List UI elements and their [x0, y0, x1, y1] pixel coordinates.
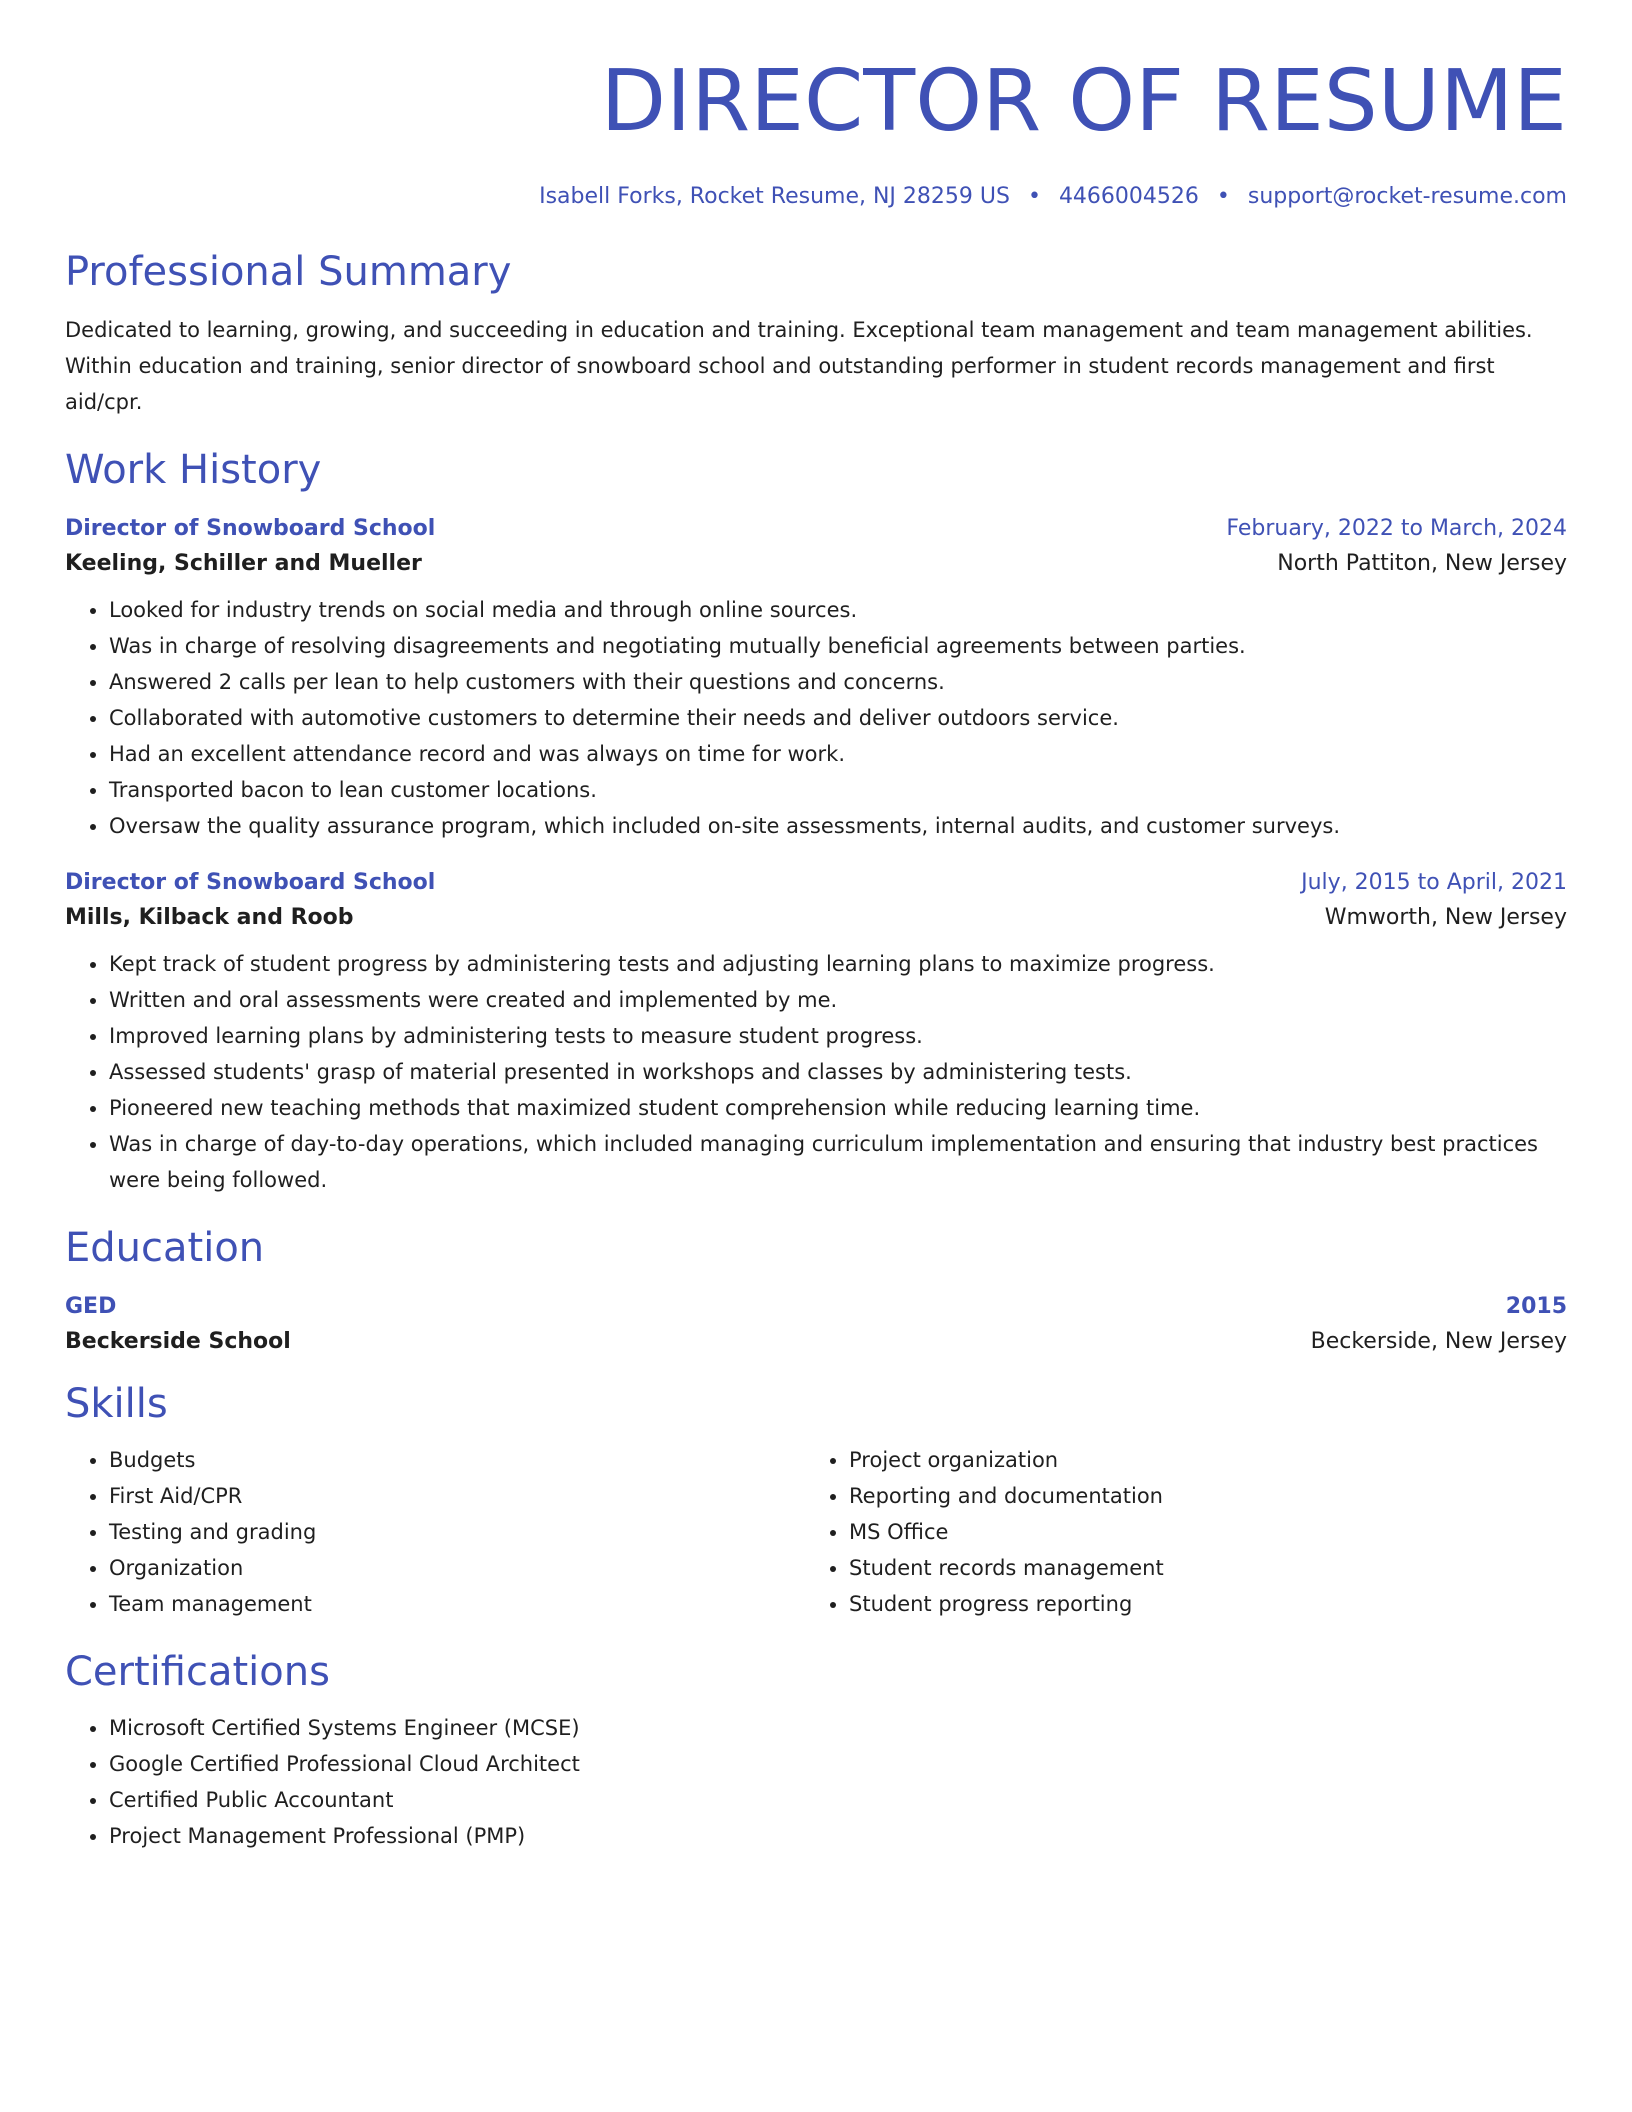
job-location: Wmworth, New Jersey — [1324, 905, 1567, 930]
job-header-row — [65, 516, 1567, 541]
job-bullet: • Collaborated with automotive customers to determine their needs and deliver outdoors service. — [109, 700, 1567, 736]
skill-item: • Student progress reporting — [849, 1586, 1545, 1622]
certification-item: • Microsoft Certified Systems Engineer (MCSE) — [109, 1710, 1567, 1746]
skills-list — [65, 1442, 805, 1622]
skills-heading: Skills — [65, 1381, 168, 1427]
certification-item: • Google Certified Professional Cloud Architect — [109, 1746, 1567, 1782]
skill-item: • First Aid/CPR — [109, 1478, 805, 1514]
job-bullet: • Pioneered new teaching methods that maximized student comprehension while reducing learning time. — [109, 1090, 1567, 1126]
skill-item: • Student records management — [849, 1550, 1545, 1586]
work-history-heading: Work History — [65, 447, 322, 493]
job-bullet: • Looked for industry trends on social media and through online sources. — [109, 592, 1567, 628]
job-bullets — [65, 946, 1567, 1198]
job-bullet: • Had an excellent attendance record and was always on time for work. — [109, 736, 1567, 772]
education-entry — [65, 1294, 1567, 1354]
education-year: 2015 — [1505, 1294, 1567, 1319]
skill-item: • Testing and grading — [109, 1514, 805, 1550]
contact-separator: • — [1027, 184, 1041, 209]
contact-separator: • — [1216, 184, 1230, 209]
education-school-row — [65, 1329, 1567, 1354]
certifications-list — [65, 1710, 1567, 1854]
contact-email: support@rocket-resume.com — [1247, 184, 1567, 209]
skill-item: • Project organization — [849, 1442, 1545, 1478]
education-school: Beckerside School — [65, 1329, 291, 1354]
job-company-row — [65, 905, 1567, 930]
job-company: Mills, Kilback and Roob — [65, 905, 354, 930]
skill-item: • Team management — [109, 1586, 805, 1622]
job-bullet: • Was in charge of day-to-day operations, which included managing curriculum implementation and ensuring that industry best practices were being followed. — [109, 1126, 1567, 1198]
job-company: Keeling, Schiller and Mueller — [65, 551, 422, 576]
job-dates: February, 2022 to March, 2024 — [1226, 516, 1567, 541]
job-dates: July, 2015 to April, 2021 — [1301, 870, 1567, 895]
job-company-row — [65, 551, 1567, 576]
skills-columns — [65, 1442, 1567, 1622]
job-header-row — [65, 870, 1567, 895]
skill-item: • Budgets — [109, 1442, 805, 1478]
resume-name: DIRECTOR OF RESUME — [600, 52, 1567, 151]
job-entry — [65, 870, 1567, 1198]
education-header-row — [65, 1294, 1567, 1319]
job-title: Director of Snowboard School — [65, 516, 436, 541]
job-title: Director of Snowboard School — [65, 870, 436, 895]
job-bullet: • Kept track of student progress by administering tests and adjusting learning plans to maximize progress. — [109, 946, 1567, 982]
skills-list — [805, 1442, 1545, 1622]
certifications-heading: Certifications — [65, 1649, 330, 1695]
job-location: North Pattiton, New Jersey — [1277, 551, 1567, 576]
job-bullet: • Was in charge of resolving disagreements and negotiating mutually beneficial agreements between parties. — [109, 628, 1567, 664]
education-location: Beckerside, New Jersey — [1310, 1329, 1567, 1354]
skills-column-left — [65, 1442, 805, 1622]
certification-item: • Certified Public Accountant — [109, 1782, 1567, 1818]
job-bullet: • Improved learning plans by administering tests to measure student progress. — [109, 1018, 1567, 1054]
skill-item: • Organization — [109, 1550, 805, 1586]
education-heading: Education — [65, 1225, 265, 1271]
summary-heading: Professional Summary — [65, 249, 512, 295]
contact-address: Isabell Forks, Rocket Resume, NJ 28259 US — [539, 184, 1010, 209]
job-bullet: • Answered 2 calls per lean to help customers with their questions and concerns. — [109, 664, 1567, 700]
job-entry — [65, 516, 1567, 844]
job-bullet: • Transported bacon to lean customer locations. — [109, 772, 1567, 808]
job-bullet: • Written and oral assessments were created and implemented by me. — [109, 982, 1567, 1018]
job-bullet: • Oversaw the quality assurance program, which included on-site assessments, internal audits, and customer surveys. — [109, 808, 1567, 844]
contact-line — [65, 184, 1567, 209]
contact-phone: 4466004526 — [1058, 184, 1199, 209]
skills-column-right — [805, 1442, 1545, 1622]
skill-item: • Reporting and documentation — [849, 1478, 1545, 1514]
skill-item: • MS Office — [849, 1514, 1545, 1550]
education-degree: GED — [65, 1294, 117, 1319]
resume-header — [65, 0, 1567, 209]
summary-text: Dedicated to learning, growing, and succeeding in education and training. Exceptional team management and team management abilities. Within education and training, senior director of snowboard school and outstanding performer in student records management and first aid/cpr. — [65, 318, 1533, 414]
certification-item: • Project Management Professional (PMP) — [109, 1818, 1567, 1854]
job-bullets — [65, 592, 1567, 844]
job-bullet: • Assessed students' grasp of material presented in workshops and classes by administering tests. — [109, 1054, 1567, 1090]
